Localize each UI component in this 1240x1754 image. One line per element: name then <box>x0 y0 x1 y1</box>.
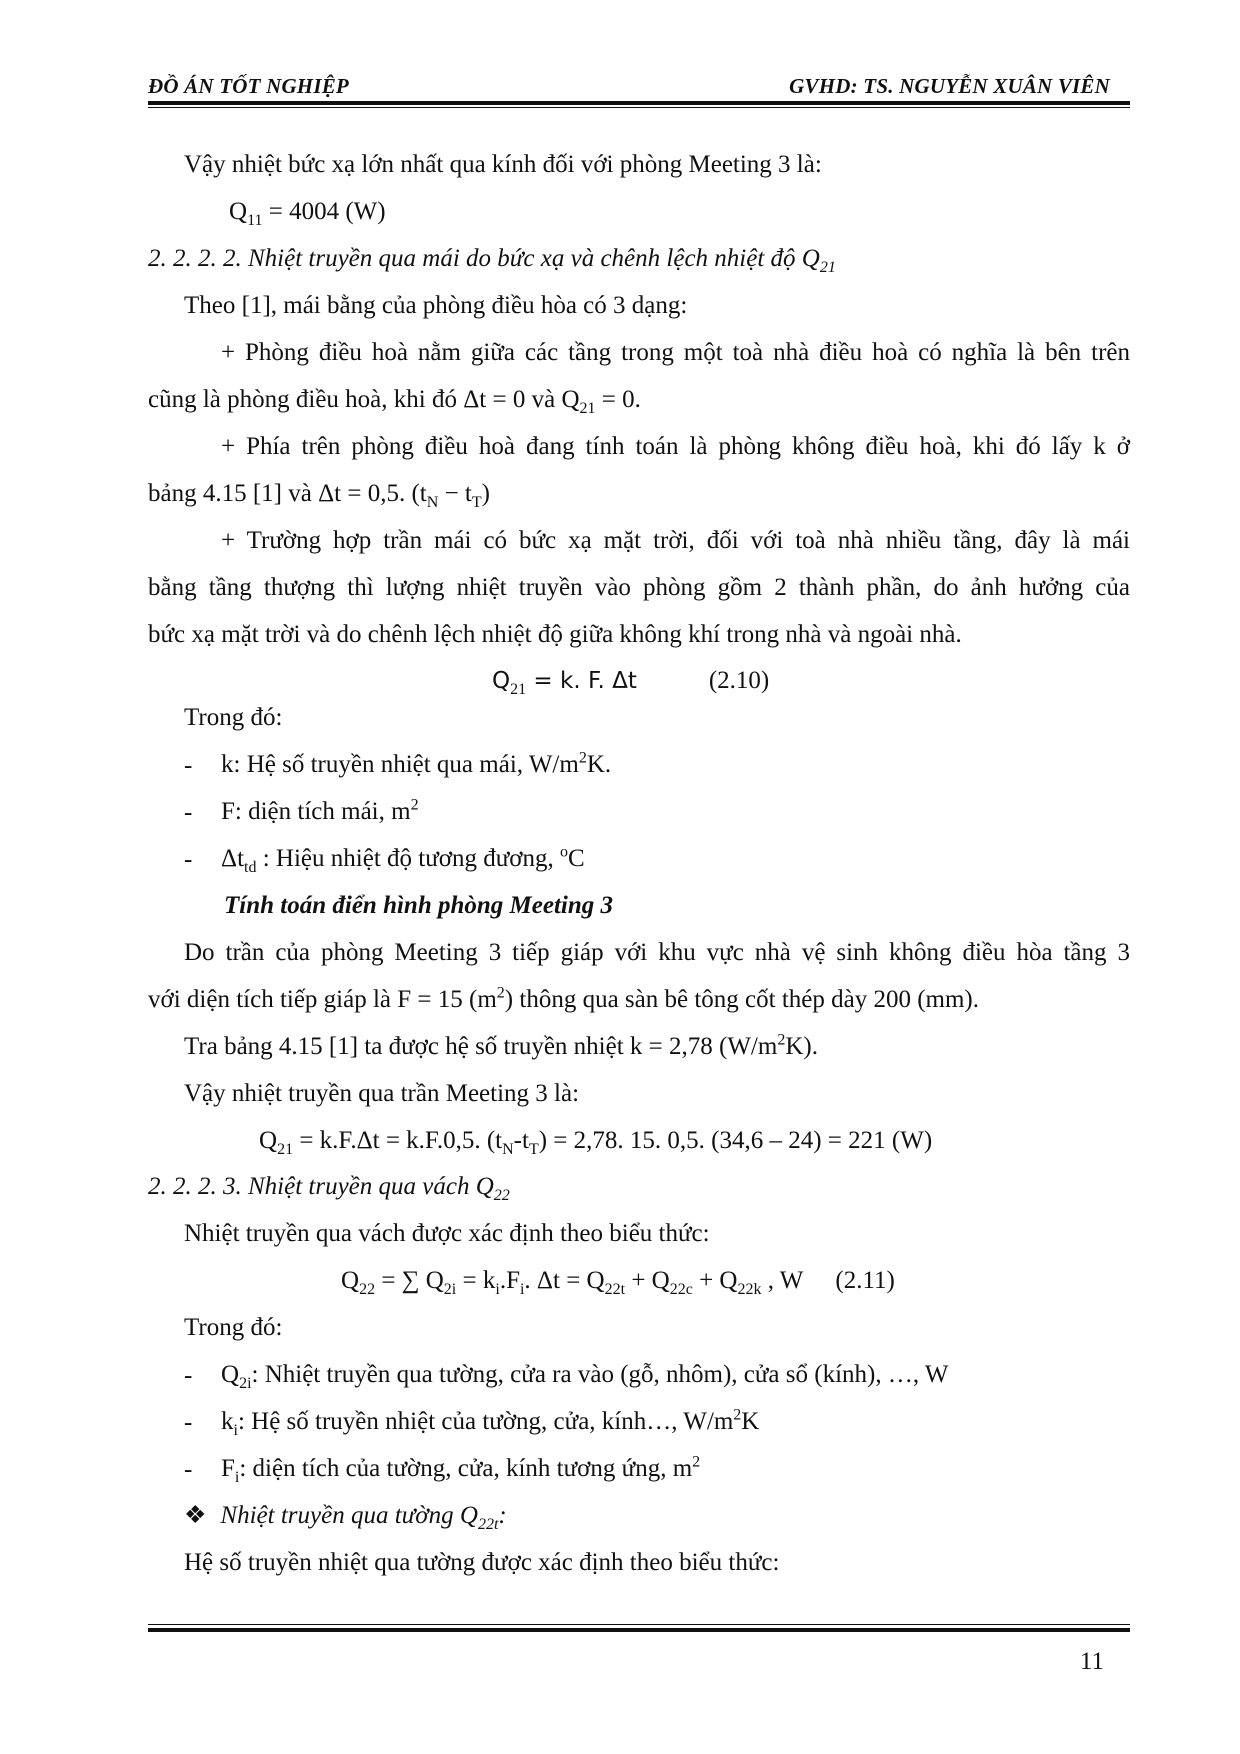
list-item: $Q_{2i}$: Nhiệt truyền qua tường, cửa ra vào (gỗ, nhôm), cửa sổ (kính), …, W <box>221 1361 949 1392</box>
list-dash: - <box>184 1362 193 1389</box>
diamond-bullet-icon: ❖ <box>184 1502 207 1529</box>
text-line: Trong đó: <box>184 1314 283 1341</box>
text-line: Vậy nhiệt bức xạ lớn nhất qua kính đối với phòng Meeting 3 là: <box>184 151 822 178</box>
text-line: bằng tầng thượng thì lượng nhiệt truyền vào phòng gồm 2 thành phần, do ảnh hưởng của <box>148 574 1130 601</box>
result-q11: $Q_{11} = 4004$ (W) <box>229 198 386 229</box>
list-item: $F_i$: diện tích của tường, cửa, kính tương ứng, $m^2$ <box>221 1453 701 1486</box>
header-rule-thick <box>148 101 1130 105</box>
footer-rule-thin <box>148 1624 1130 1625</box>
header-left-title: ĐỒ ÁN TỐT NGHIỆP <box>148 74 349 98</box>
text-line: + Phòng điều hoà nằm giữa các tầng trong một toà nhà điều hoà có nghĩa là bên trên <box>221 339 1130 366</box>
list-item: F: diện tích mái, $m^2$ <box>221 796 419 825</box>
text-line: Hệ số truyền nhiệt qua tường được xác định theo biểu thức: <box>184 1549 780 1576</box>
text-line: + Phía trên phòng điều hoà đang tính toán là phòng không điều hoà, khi đó lấy k ở <box>221 433 1130 460</box>
section-heading-2-2-2-3: 2. 2. 2. 3. Nhiệt truyền qua vách $Q_{22}$ <box>148 1173 510 1204</box>
equation-2-11: $Q_{22}$ = ∑ $Q_{2i} = k_i.F_i$. $\Delta t = Q_{22t} + Q_{22c} + Q_{22k}$ , W (2.11) <box>341 1267 895 1298</box>
subheading-meeting-3: Tính toán điển hình phòng Meeting 3 <box>224 892 614 919</box>
text-line: bức xạ mặt trời và do chênh lệch nhiệt độ giữa không khí trong nhà và ngoài nhà. <box>148 621 962 648</box>
list-item: k: Hệ số truyền nhiệt qua mái, $W/m^2K$. <box>221 749 612 778</box>
equation-q21-calc: $Q_{21} = k.F.\Delta t = k.F.0,5$. $(t_N-t_T) = 2,78$. 15. 0,5. (34,6 – 24) = 221 (W) <box>259 1127 933 1158</box>
equation-2-10: $Q_{21} = k$. F. Δt (2.10) <box>492 667 770 698</box>
list-dash: - <box>184 1456 193 1483</box>
list-item: $\Delta t_{td}$ : Hiệu nhiệt độ tương đương, $^o$C <box>221 843 585 876</box>
list-dash: - <box>184 799 193 826</box>
equation-number: (2.10) <box>708 667 770 694</box>
list-dash: - <box>184 752 193 779</box>
text-line: bảng 4.15 [1] và Δt = 0,5. $(t_N - t_T)$ <box>148 480 490 511</box>
list-dash: - <box>184 846 193 873</box>
text-line: Trong đó: <box>184 704 283 731</box>
text-line: Tra bảng 4.15 [1] ta được hệ số truyền nhiệt k = 2,78 $(W/m^2K)$. <box>184 1031 818 1060</box>
text-line: Vậy nhiệt truyền qua trần Meeting 3 là: <box>184 1080 580 1107</box>
text-line: + Trường hợp trần mái có bức xạ mặt trời, đối với toà nhà nhiều tầng, đây là mái <box>221 527 1130 554</box>
list-item: $k_i$: Hệ số truyền nhiệt của tường, cửa, kính…, $W/m^2K$ <box>221 1406 760 1439</box>
text-line: cũng là phòng điều hoà, khi đó Δt = 0 và $Q_{21} = 0$. <box>148 386 641 417</box>
footer-rule-thick <box>148 1628 1130 1632</box>
header-rule-thin <box>148 107 1130 108</box>
text-line: Nhiệt truyền qua vách được xác định theo biểu thức: <box>184 1220 710 1247</box>
section-heading-2-2-2-2: 2. 2. 2. 2. Nhiệt truyền qua mái do bức xạ và chênh lệch nhiệt độ $Q_{21}$ <box>148 245 836 276</box>
text-line: Theo [1], mái bằng của phòng điều hòa có 3 dạng: <box>184 292 688 319</box>
page-number: 11 <box>1079 1648 1104 1675</box>
text-line: Do trần của phòng Meeting 3 tiếp giáp với khu vực nhà vệ sinh không điều hòa tầng 3 <box>184 939 1130 966</box>
subheading-q22t: ❖ Nhiệt truyền qua tường $Q_{22t}$: <box>184 1502 507 1533</box>
text-line: với diện tích tiếp giáp là F = 15 $(m^2)$ thông qua sàn bê tông cốt thép dày 200 (mm). <box>148 984 980 1013</box>
header-right-supervisor: GVHD: TS. NGUYỄN XUÂN VIÊN <box>789 74 1110 98</box>
list-dash: - <box>184 1409 193 1436</box>
equation-number: (2.11) <box>835 1267 895 1294</box>
